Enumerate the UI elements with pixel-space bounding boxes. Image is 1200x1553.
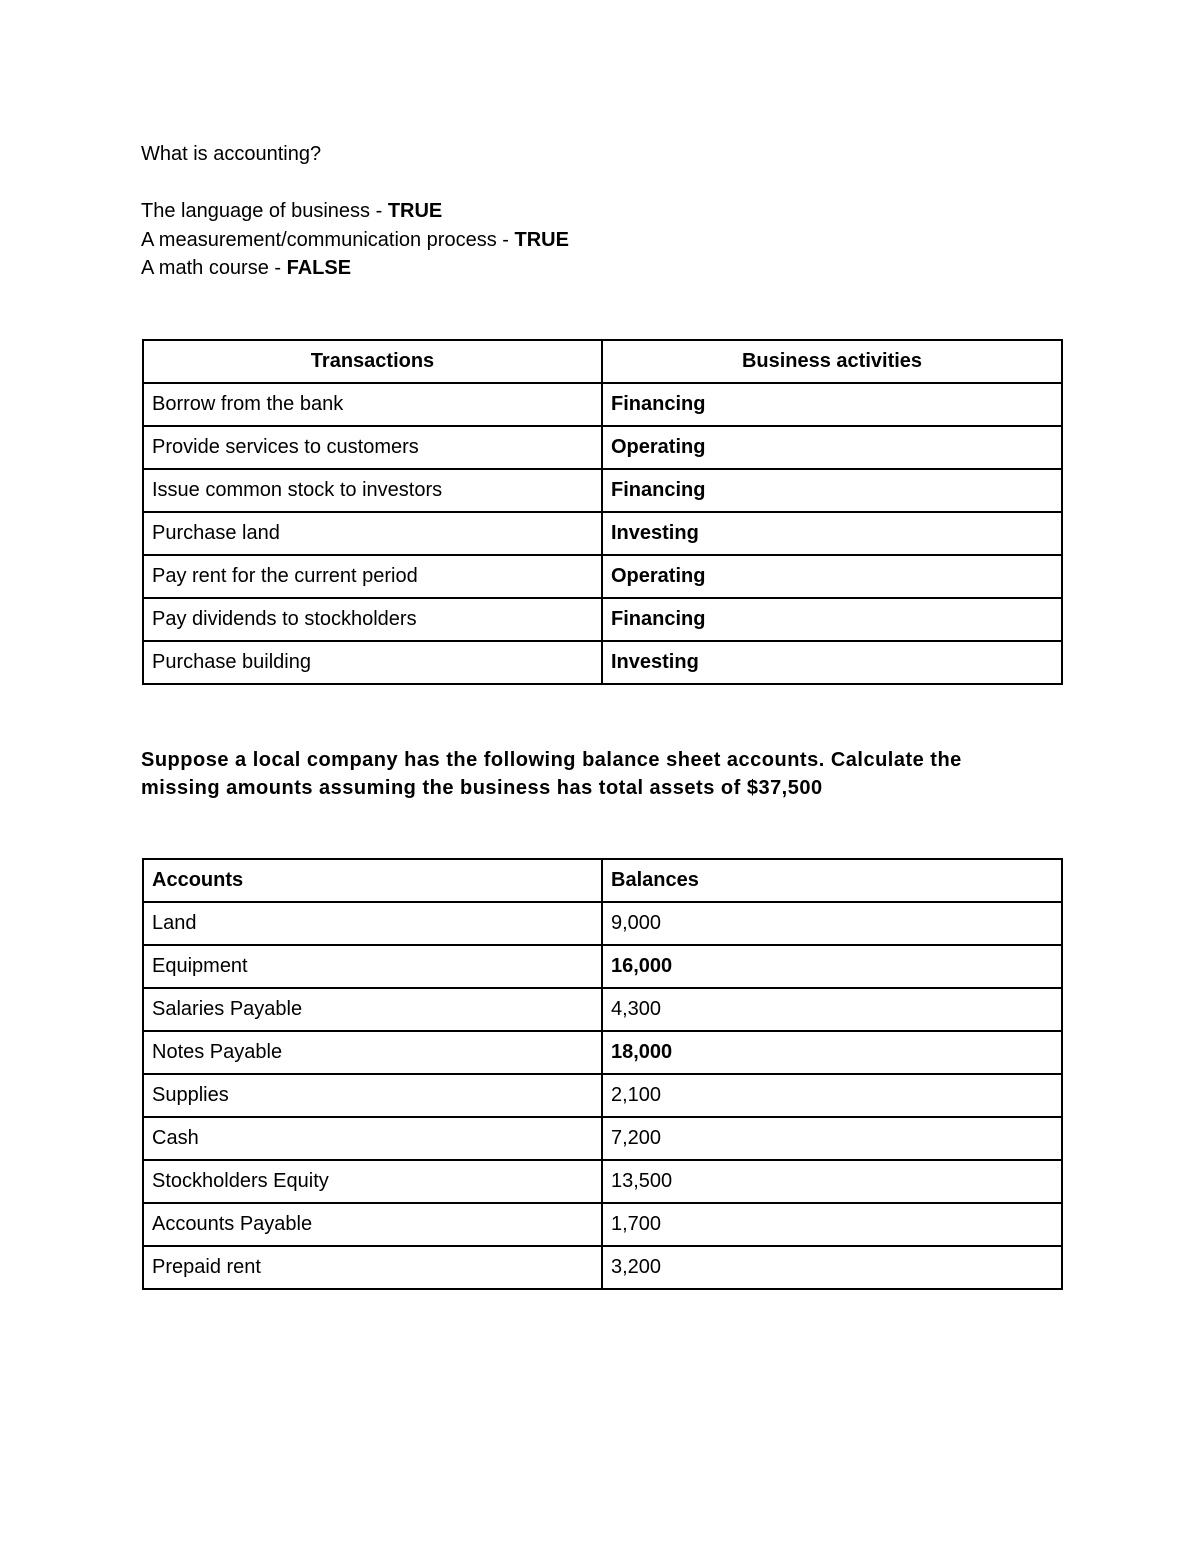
account-cell: Land	[143, 902, 602, 945]
table-row	[143, 1074, 1062, 1117]
activity-cell: Investing	[602, 641, 1062, 684]
activity-cell: Investing	[602, 512, 1062, 555]
account-cell: Supplies	[143, 1074, 602, 1117]
balance-cell: 2,100	[602, 1074, 1062, 1117]
statement-text: A measurement/communication process -	[141, 229, 515, 251]
statement-text: A math course -	[141, 257, 287, 279]
table-row	[143, 902, 1062, 945]
statement-text: The language of business -	[141, 200, 388, 222]
activity-cell: Financing	[602, 469, 1062, 512]
accounts-table-body	[143, 902, 1062, 1289]
column-header-balances: Balances	[602, 859, 1062, 902]
table-row	[143, 1117, 1062, 1160]
table-row	[143, 988, 1062, 1031]
account-cell: Accounts Payable	[143, 1203, 602, 1246]
statement-answer: TRUE	[514, 229, 569, 251]
column-header-transactions: Transactions	[143, 340, 602, 383]
table-row	[143, 1203, 1062, 1246]
table-row	[143, 383, 1062, 426]
transaction-cell: Pay rent for the current period	[143, 555, 602, 598]
balance-cell: 13,500	[602, 1160, 1062, 1203]
account-cell: Stockholders Equity	[143, 1160, 602, 1203]
activity-cell: Operating	[602, 426, 1062, 469]
statement-line	[141, 199, 442, 223]
table-row	[143, 641, 1062, 684]
accounts-table	[142, 858, 1063, 1290]
activity-cell: Financing	[602, 598, 1062, 641]
activity-cell: Financing	[602, 383, 1062, 426]
transaction-cell: Borrow from the bank	[143, 383, 602, 426]
statement-line	[141, 256, 351, 280]
table-row	[143, 945, 1062, 988]
balance-answer-cell: 18,000	[602, 1031, 1062, 1074]
table-row	[143, 555, 1062, 598]
transaction-cell: Purchase building	[143, 641, 602, 684]
table-row	[143, 512, 1062, 555]
statement-answer: FALSE	[286, 257, 352, 279]
column-header-business-activities: Business activities	[602, 340, 1062, 383]
table-row	[143, 1031, 1062, 1074]
balance-cell: 7,200	[602, 1117, 1062, 1160]
table-row	[143, 469, 1062, 512]
transaction-cell: Purchase land	[143, 512, 602, 555]
table-header-row	[143, 340, 1062, 383]
question-heading: What is accounting?	[141, 143, 322, 165]
transaction-cell: Pay dividends to stockholders	[143, 598, 602, 641]
transaction-cell: Provide services to customers	[143, 426, 602, 469]
column-header-accounts: Accounts	[143, 859, 602, 902]
problem-statement: Suppose a local company has the following balance sheet accounts. Calculate the missing amounts assuming the business has total assets of $37,500	[141, 749, 962, 799]
balance-cell: 1,700	[602, 1203, 1062, 1246]
table-row	[143, 426, 1062, 469]
table-header-row	[143, 859, 1062, 902]
table-row	[143, 1160, 1062, 1203]
table-row	[143, 1246, 1062, 1289]
balance-cell: 3,200	[602, 1246, 1062, 1289]
table-row	[143, 598, 1062, 641]
account-cell: Cash	[143, 1117, 602, 1160]
account-cell: Notes Payable	[143, 1031, 602, 1074]
balance-answer-cell: 16,000	[602, 945, 1062, 988]
account-cell: Salaries Payable	[143, 988, 602, 1031]
balance-cell: 9,000	[602, 902, 1062, 945]
account-cell: Prepaid rent	[143, 1246, 602, 1289]
statement-answer: TRUE	[387, 200, 443, 222]
balance-cell: 4,300	[602, 988, 1062, 1031]
transactions-table	[142, 339, 1063, 685]
transaction-cell: Issue common stock to investors	[143, 469, 602, 512]
activity-cell: Operating	[602, 555, 1062, 598]
statement-line	[141, 228, 569, 252]
account-cell: Equipment	[143, 945, 602, 988]
